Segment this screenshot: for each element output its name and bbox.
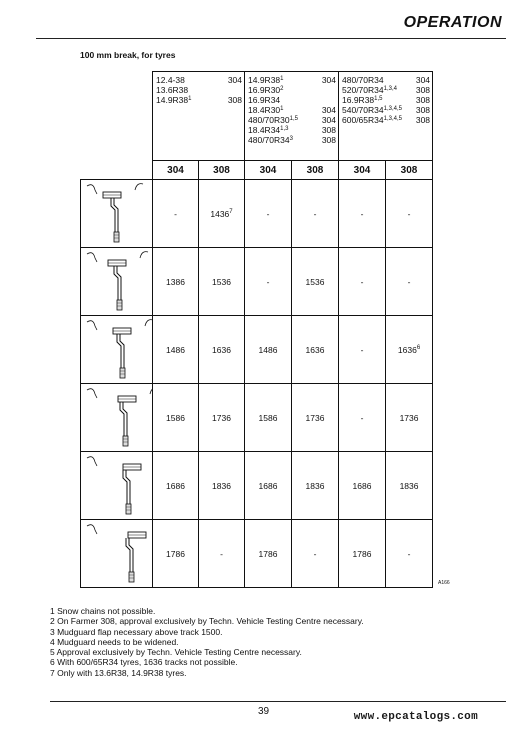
- table-row: [81, 248, 433, 316]
- wheel-position-cell: [81, 248, 153, 316]
- footnote-item: 7 Only with 13.6R38, 14.9R38 tyres.: [50, 667, 187, 678]
- track-width-value: 1786: [153, 520, 199, 588]
- track-width-value: 1836: [199, 452, 245, 520]
- track-width-value: -: [199, 520, 245, 588]
- wheel-position-cell: [81, 316, 153, 384]
- track-header-row: [81, 161, 433, 180]
- track-width-value: 1536: [199, 248, 245, 316]
- track-header: 304: [153, 161, 199, 180]
- track-width-value: 1486: [245, 316, 292, 384]
- tyre-size: 18.4R34$^{1,3}$: [248, 125, 289, 135]
- tyre-entry: [156, 95, 242, 105]
- watermark-text: www.epcatalogs.com: [353, 711, 478, 723]
- tyre-header-row: [81, 72, 433, 161]
- track-width-value: 1386: [153, 248, 199, 316]
- tyre-size: 12.4-38: [156, 75, 185, 85]
- tyre-size: 540/70R34$^{1,3,4,5}$: [342, 105, 402, 115]
- tyre-size: $18.4R30^1$: [248, 105, 284, 115]
- tyre-entry: [342, 75, 430, 85]
- wheel-offset-diagram: [81, 520, 153, 587]
- footer-divider: [50, 701, 506, 702]
- tyre-entry: [342, 105, 430, 115]
- tyre-group-3: [339, 72, 433, 161]
- footnote-ref: 1,3,4,5: [383, 106, 402, 112]
- footnote-ref: 3: [289, 136, 293, 142]
- track-width-value: 1786: [245, 520, 292, 588]
- tyre-track: 308: [321, 135, 337, 145]
- tyre-entry: [248, 75, 336, 85]
- wheel-offset-diagram: [81, 248, 153, 315]
- track-width-value: 1586: [245, 384, 292, 452]
- track-width-value: -: [386, 248, 433, 316]
- track-header: 308: [199, 161, 245, 180]
- track-width-value: -: [292, 180, 339, 248]
- tyre-track: 308: [227, 95, 243, 105]
- tyre-entry: [248, 135, 336, 145]
- track-width-value: -: [245, 180, 292, 248]
- tyre-entry: [248, 115, 336, 125]
- tyre-size: $16.9R30^2$: [248, 85, 284, 95]
- track-width-value: -: [386, 180, 433, 248]
- footnote-ref: 1: [188, 96, 192, 102]
- footnote-item: 4 Mudguard needs to be widened.: [50, 636, 179, 647]
- wheel-position-cell: [81, 452, 153, 520]
- track-width-value: 1636: [292, 316, 339, 384]
- wheel-position-cell: [81, 180, 153, 248]
- tyre-size: 16.9R34: [248, 95, 281, 105]
- tyre-size: $14.9R38^1$: [248, 75, 284, 85]
- tyre-entry: [342, 95, 430, 105]
- tyre-track: 308: [321, 125, 337, 135]
- tyre-size: 16.9R38$^{1,5}$: [342, 95, 383, 105]
- wheel-offset-diagram: [81, 384, 153, 451]
- track-width-value: -: [153, 180, 199, 248]
- blank-corner-cell: [81, 72, 153, 161]
- footnote-item: 1 Snow chains not possible.: [50, 606, 156, 616]
- track-width-value: -: [339, 384, 386, 452]
- table-row: [81, 180, 433, 248]
- section-title: 100 mm break, for tyres: [80, 50, 176, 60]
- footnote-ref: 1: [280, 76, 284, 82]
- track-width-value: 1636$^6$: [386, 316, 433, 384]
- tyre-entry: [342, 115, 430, 125]
- track-width-value: -: [339, 248, 386, 316]
- footnote-item: 3 Mudguard flap necessary above track 1500.: [50, 626, 223, 637]
- table-row: [81, 384, 433, 452]
- table-row: [81, 316, 433, 384]
- page-header-title: OPERATION: [403, 14, 502, 31]
- track-width-value: 1836: [386, 452, 433, 520]
- track-width-value: -: [339, 180, 386, 248]
- tyre-track: 308: [415, 95, 431, 105]
- track-header: 304: [339, 161, 386, 180]
- track-width-value: 1686: [153, 452, 199, 520]
- footnote-ref: 1: [280, 106, 284, 112]
- track-width-value: 1736: [199, 384, 245, 452]
- table-row: [81, 452, 433, 520]
- track-width-table: [80, 71, 432, 588]
- tyre-track: 304: [415, 75, 431, 85]
- footnote-ref: 1,3,4: [383, 86, 397, 92]
- tyre-entry: [248, 125, 336, 135]
- tyre-track: 304: [321, 75, 337, 85]
- wheel-offset-diagram: [81, 316, 153, 383]
- footnote-ref: 1,3: [280, 126, 289, 132]
- figure-reference: A166: [438, 580, 450, 586]
- track-width-value: 1436$^7$: [199, 180, 245, 248]
- footnote-ref: 1,5: [374, 96, 383, 102]
- page-number: 39: [258, 706, 270, 717]
- tyre-entry: [156, 75, 242, 85]
- tyre-size: 480/70R34: [342, 75, 384, 85]
- table-row: [81, 520, 433, 588]
- track-width-value: -: [339, 316, 386, 384]
- wheel-position-cell: [81, 384, 153, 452]
- tyre-track: 308: [415, 105, 431, 115]
- tyre-size: 480/70R30$^{1,5}$: [248, 115, 298, 125]
- tyre-size: $480/70R34^3$: [248, 135, 293, 145]
- wheel-offset-diagram: [81, 452, 153, 519]
- tyre-entry: [248, 85, 336, 95]
- tyre-track: 304: [321, 105, 337, 115]
- tyre-track: 308: [415, 115, 431, 125]
- footnote-item: 6 With 600/65R34 tyres, 1636 tracks not possible.: [50, 657, 238, 668]
- footnote-item: 2 On Farmer 308, approval exclusively by Techn. Vehicle Testing Centre necessary.: [50, 616, 364, 627]
- track-width-value: 1536: [292, 248, 339, 316]
- track-header: 308: [292, 161, 339, 180]
- header-divider: [36, 38, 506, 39]
- track-width-value: -: [245, 248, 292, 316]
- tyre-size: 520/70R34$^{1,3,4}$: [342, 85, 397, 95]
- tyre-track: 308: [415, 85, 431, 95]
- tyre-track: 304: [321, 115, 337, 125]
- track-width-value: 1736: [386, 384, 433, 452]
- track-width-value: 1836: [292, 452, 339, 520]
- track-width-value: 1686: [339, 452, 386, 520]
- tyre-entry: [248, 95, 336, 105]
- footnote-ref: 7: [229, 208, 233, 215]
- tyre-entry: [248, 105, 336, 115]
- tyre-group-1: [153, 72, 245, 161]
- track-width-value: -: [292, 520, 339, 588]
- track-width-value: 1736: [292, 384, 339, 452]
- footnote-ref: 1,3,4,5: [383, 116, 402, 122]
- footnote-item: 5 Approval exclusively by Techn. Vehicle Testing Centre necessary.: [50, 647, 302, 658]
- track-width-value: 1486: [153, 316, 199, 384]
- track-header: 308: [386, 161, 433, 180]
- track-width-value: -: [386, 520, 433, 588]
- tyre-size: 600/65R34$^{1,3,4,5}$: [342, 115, 402, 125]
- tyre-group-2: [245, 72, 339, 161]
- blank-left-cell: [81, 161, 153, 180]
- wheel-offset-diagram: [81, 180, 153, 247]
- tyre-entry: [156, 85, 242, 95]
- tyre-size: $14.9R38^1$: [156, 95, 192, 105]
- tyre-size: 13.6R38: [156, 85, 189, 95]
- track-header: 304: [245, 161, 292, 180]
- tyre-entry: [342, 85, 430, 95]
- footnote-ref: 1,5: [289, 116, 298, 122]
- track-width-value: 1586: [153, 384, 199, 452]
- footnote-ref: 6: [416, 344, 421, 351]
- tyre-track: 304: [227, 75, 243, 85]
- footnote-ref: 2: [280, 86, 284, 92]
- wheel-position-cell: [81, 520, 153, 588]
- track-width-value: 1786: [339, 520, 386, 588]
- track-width-value: 1636: [199, 316, 245, 384]
- track-width-value: 1686: [245, 452, 292, 520]
- footnotes: [50, 606, 364, 678]
